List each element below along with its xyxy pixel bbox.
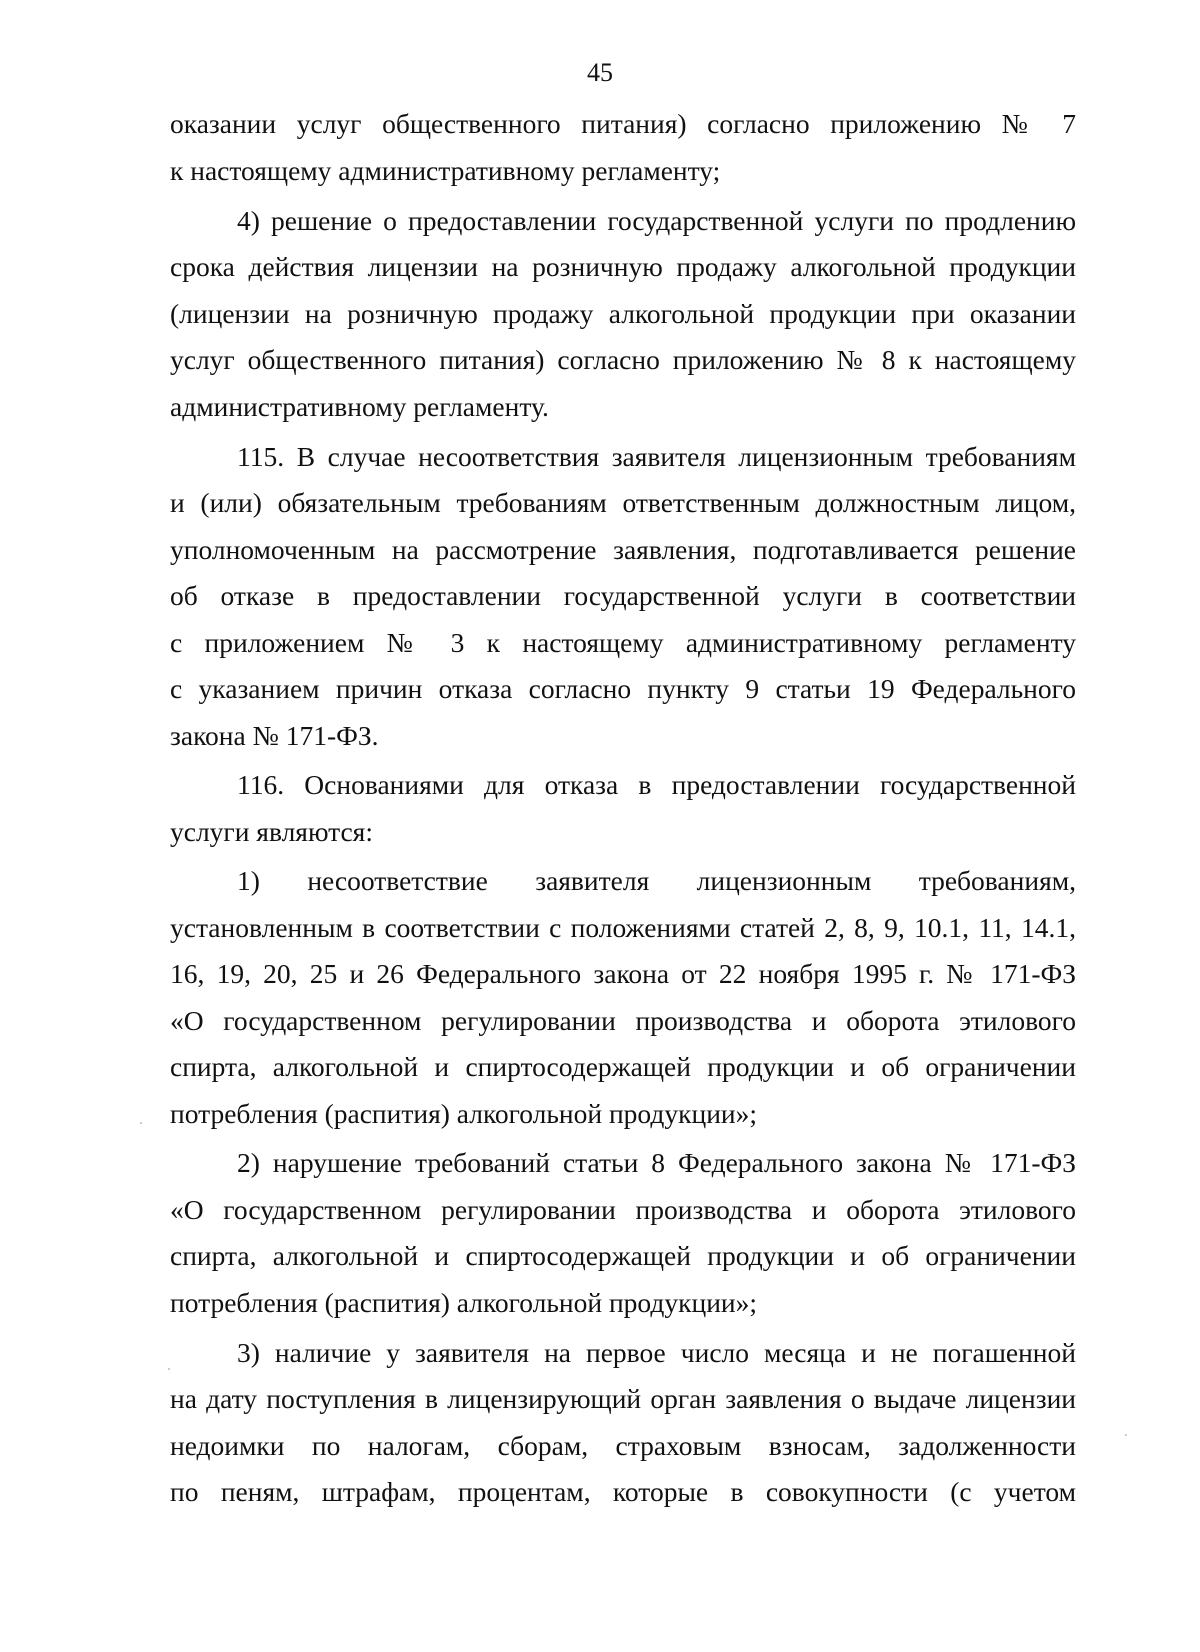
- text-line: «О государственном регулировании производства и оборота этилового: [170, 1005, 1076, 1036]
- text-line: потребления (распития) алкогольной продукции»;: [170, 1098, 758, 1129]
- text-line: административному регламенту.: [170, 391, 549, 422]
- text-line: спирта, алкогольной и спиртосодержащей продукции и об ограничении: [170, 1240, 1076, 1271]
- paragraph-first-line: 1) несоответствие заявителя лицензионным требованиям,: [237, 865, 1076, 896]
- scan-speck: [168, 1368, 170, 1370]
- text-line: с указанием причин отказа согласно пункту 9 статьи 19 Федерального: [170, 673, 1076, 704]
- text-line: к настоящему административному регламенту;: [170, 155, 721, 186]
- text-line: и (или) обязательным требованиям ответственным должностным лицом,: [170, 487, 1076, 518]
- text-line: потребления (распития) алкогольной продукции»;: [170, 1287, 758, 1318]
- text-line: 16, 19, 20, 25 и 26 Федерального закона от 22 ноября 1995 г. № 171-ФЗ: [170, 958, 1076, 989]
- paragraph-first-line: 4) решение о предоставлении государственной услуги по продлению: [237, 205, 1076, 236]
- text-line: по пеням, штрафам, процентам, которые в совокупности (с учетом: [170, 1476, 1076, 1507]
- page-number: 45: [587, 58, 613, 87]
- text-line: уполномоченным на рассмотрение заявления, подготавливается решение: [170, 534, 1076, 565]
- paragraph-first-line: 115. В случае несоответствия заявителя лицензионным требованиям: [237, 441, 1076, 472]
- text-line: «О государственном регулировании производства и оборота этилового: [170, 1194, 1076, 1225]
- text-line: закона № 171-ФЗ.: [170, 720, 379, 751]
- text-line: с приложением № 3 к настоящему административному регламенту: [170, 627, 1076, 658]
- text-line: оказании услуг общественного питания) согласно приложению № 7: [170, 108, 1076, 139]
- scan-speck: [140, 1122, 142, 1124]
- text-line: срока действия лицензии на розничную продажу алкогольной продукции: [170, 251, 1076, 282]
- text-line: об отказе в предоставлении государственной услуги в соответствии: [170, 580, 1076, 611]
- text-line: услуг общественного питания) согласно приложению № 8 к настоящему: [170, 344, 1076, 375]
- text-line: (лицензии на розничную продажу алкогольной продукции при оказании: [170, 298, 1076, 329]
- text-line: услуги являются:: [170, 816, 373, 847]
- scan-speck: [1125, 1434, 1127, 1436]
- paragraph-first-line: 116. Основаниями для отказа в предоставлении государственной: [237, 769, 1076, 800]
- text-line: недоимки по налогам, сборам, страховым взносам, задолженности: [170, 1430, 1076, 1461]
- paragraph-first-line: 3) наличие у заявителя на первое число месяца и не погашенной: [237, 1337, 1076, 1368]
- text-line: установленным в соответствии с положениями статей 2, 8, 9, 10.1, 11, 14.1,: [170, 912, 1076, 943]
- text-line: спирта, алкогольной и спиртосодержащей продукции и об ограничении: [170, 1051, 1076, 1082]
- paragraph-first-line: 2) нарушение требований статьи 8 Федерального закона № 171-ФЗ: [237, 1147, 1076, 1178]
- text-line: на дату поступления в лицензирующий орган заявления о выдаче лицензии: [170, 1383, 1076, 1414]
